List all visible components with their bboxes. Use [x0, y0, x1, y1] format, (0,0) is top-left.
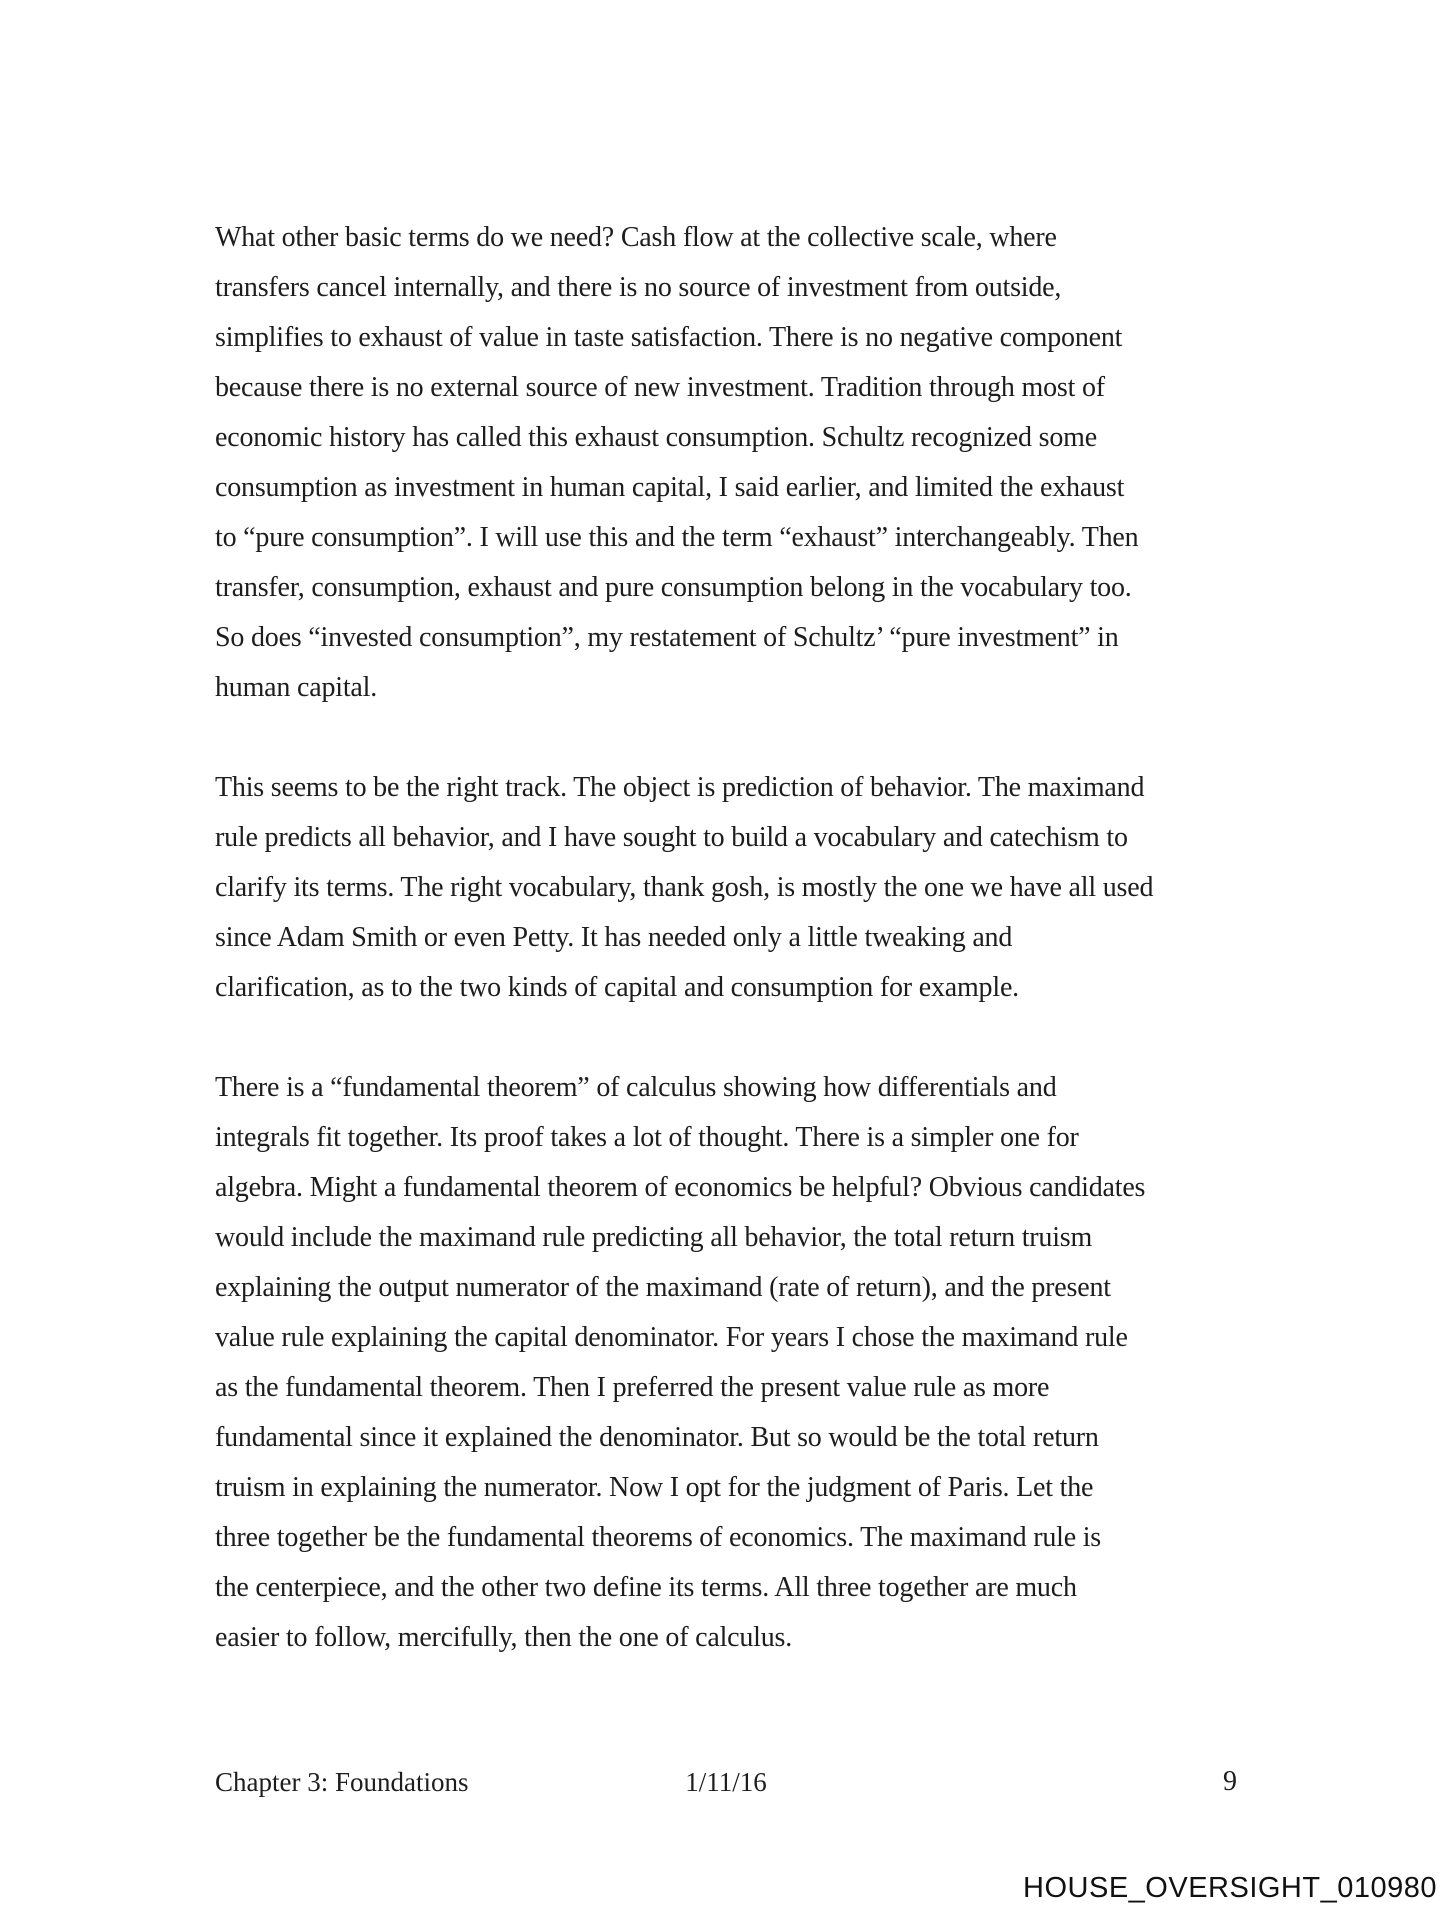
page-footer: [215, 1757, 1237, 1807]
text-line: because there is no external source of new investment. Tradition through most of: [215, 372, 1105, 403]
text-line: the centerpiece, and the other two define its terms. All three together are much: [215, 1572, 1077, 1603]
text-line: since Adam Smith or even Petty. It has needed only a little tweaking and: [215, 922, 1013, 953]
footer-date: 1/11/16: [685, 1767, 767, 1797]
text-line: three together be the fundamental theorems of economics. The maximand rule is: [215, 1522, 1102, 1553]
text-line: as the fundamental theorem. Then I preferred the present value rule as more: [215, 1372, 1050, 1403]
text-line: There is a “fundamental theorem” of calculus showing how differentials and: [215, 1072, 1057, 1103]
text-line: simplifies to exhaust of value in taste satisfaction. There is no negative component: [215, 322, 1123, 353]
paragraph: [215, 1063, 1245, 1663]
text-line: economic history has called this exhaust consumption. Schultz recognized some: [215, 422, 1097, 453]
text-line: algebra. Might a fundamental theorem of economics be helpful? Obvious candidates: [215, 1172, 1146, 1203]
text-line: fundamental since it explained the denominator. But so would be the total return: [215, 1422, 1099, 1453]
text-line: value rule explaining the capital denominator. For years I chose the maximand rule: [215, 1322, 1128, 1353]
text-line: What other basic terms do we need? Cash flow at the collective scale, where: [215, 222, 1057, 253]
text-line: rule predicts all behavior, and I have sought to build a vocabulary and catechism to: [215, 822, 1128, 853]
text-line: clarification, as to the two kinds of capital and consumption for example.: [215, 972, 1019, 1003]
text-line: consumption as investment in human capital, I said earlier, and limited the exhaust: [215, 472, 1125, 503]
text-line: explaining the output numerator of the maximand (rate of return), and the present: [215, 1272, 1111, 1303]
text-line: transfers cancel internally, and there is no source of investment from outside,: [215, 272, 1062, 303]
text-line: clarify its terms. The right vocabulary, thank gosh, is mostly the one we have all used: [215, 872, 1154, 903]
text-line: integrals fit together. Its proof takes a lot of thought. There is a simpler one for: [215, 1122, 1079, 1153]
text-line: transfer, consumption, exhaust and pure consumption belong in the vocabulary too.: [215, 572, 1132, 603]
paragraph: [215, 763, 1245, 1013]
text-line: to “pure consumption”. I will use this and the term “exhaust” interchangeably. Then: [215, 522, 1139, 553]
text-line: human capital.: [215, 672, 378, 703]
text-line: truism in explaining the numerator. Now I opt for the judgment of Paris. Let the: [215, 1472, 1094, 1503]
document-body: [215, 213, 1245, 1713]
text-line: would include the maximand rule predicting all behavior, the total return truism: [215, 1222, 1093, 1253]
bates-stamp: HOUSE_OVERSIGHT_010980: [1023, 1872, 1437, 1904]
text-line: This seems to be the right track. The object is prediction of behavior. The maximand: [215, 772, 1145, 803]
paragraph: [215, 213, 1245, 713]
text-line: So does “invested consumption”, my restatement of Schultz’ “pure investment” in: [215, 622, 1119, 653]
text-line: easier to follow, mercifully, then the one of calculus.: [215, 1622, 793, 1653]
footer-chapter-label: Chapter 3: Foundations: [215, 1767, 469, 1797]
footer-page-number: 9: [1223, 1766, 1237, 1797]
